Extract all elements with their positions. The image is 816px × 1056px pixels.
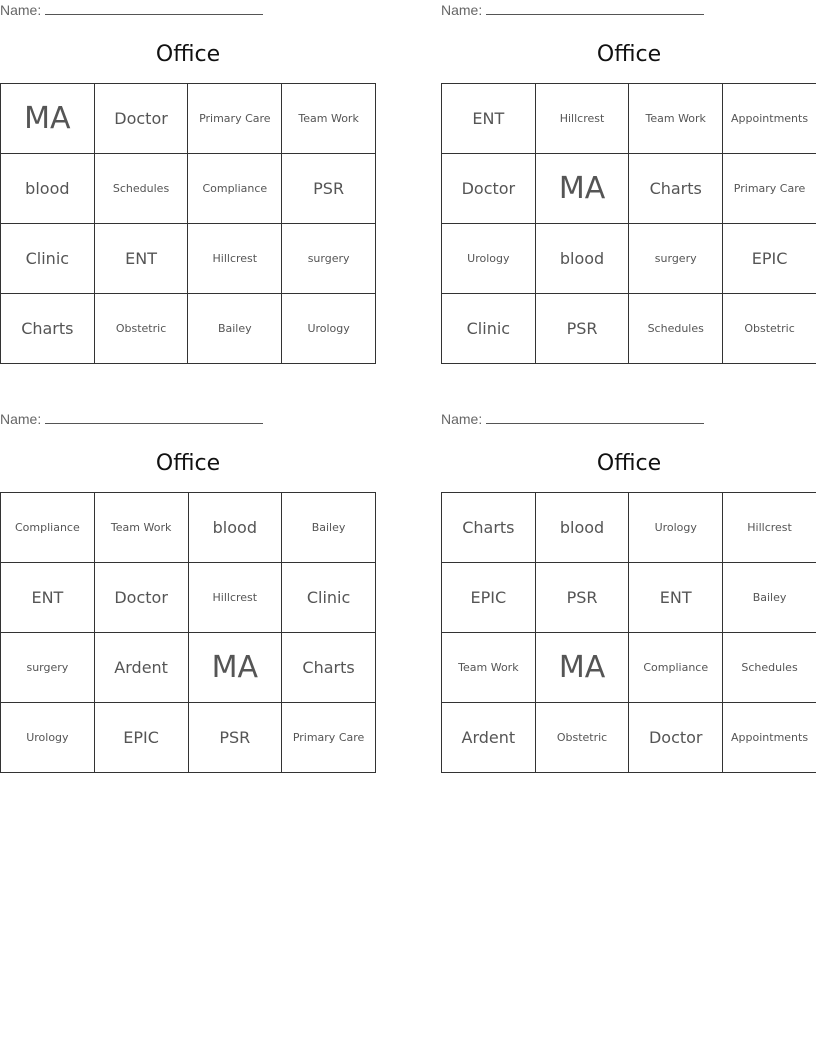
grid-row xyxy=(1,154,376,224)
name-field xyxy=(0,2,263,18)
grid-row xyxy=(1,493,376,563)
bingo-cell: ENT xyxy=(94,224,188,294)
grid-row xyxy=(442,154,816,224)
bingo-cell: Obstetric xyxy=(535,703,629,773)
bingo-cell: Team Work xyxy=(282,84,376,154)
bingo-cell: PSR xyxy=(188,703,282,773)
bingo-cell: ENT xyxy=(629,563,723,633)
bingo-cell: Team Work xyxy=(629,84,723,154)
bingo-cell: MA xyxy=(1,84,95,154)
name-label: Name: xyxy=(441,2,483,18)
bingo-cell: Ardent xyxy=(442,703,536,773)
bingo-cell: Primary Care xyxy=(188,84,282,154)
bingo-cell: Doctor xyxy=(442,154,536,224)
bingo-cell: PSR xyxy=(535,563,629,633)
bingo-cell: Clinic xyxy=(442,294,536,364)
bingo-cell: Compliance xyxy=(629,633,723,703)
bingo-cell: Hillcrest xyxy=(188,563,282,633)
bingo-cell: surgery xyxy=(282,224,376,294)
bingo-cell: Doctor xyxy=(94,563,188,633)
bingo-cell: Urology xyxy=(629,493,723,563)
name-blank-line[interactable] xyxy=(45,2,263,15)
bingo-cell: Doctor xyxy=(94,84,188,154)
bingo-cell: Hillcrest xyxy=(723,493,816,563)
bingo-cell: Ardent xyxy=(94,633,188,703)
bingo-cell: Hillcrest xyxy=(535,84,629,154)
grid-row xyxy=(1,294,376,364)
bingo-cell: Schedules xyxy=(94,154,188,224)
bingo-cell: Urology xyxy=(282,294,376,364)
bingo-cell: Charts xyxy=(1,294,95,364)
name-field xyxy=(441,2,704,18)
grid-row xyxy=(442,294,816,364)
grid-row xyxy=(442,633,816,703)
bingo-grid xyxy=(441,83,816,364)
bingo-cell: Compliance xyxy=(188,154,282,224)
bingo-cell: Team Work xyxy=(94,493,188,563)
card-title: Office xyxy=(596,42,662,67)
bingo-cell: EPIC xyxy=(442,563,536,633)
bingo-cell: Bailey xyxy=(188,294,282,364)
bingo-cell: Obstetric xyxy=(723,294,816,364)
grid-row xyxy=(442,224,816,294)
bingo-grid xyxy=(0,492,376,773)
card-title: Office xyxy=(155,451,221,476)
bingo-cell: Bailey xyxy=(723,563,816,633)
bingo-cell: ENT xyxy=(442,84,536,154)
grid-row xyxy=(442,493,816,563)
bingo-cell: Hillcrest xyxy=(188,224,282,294)
grid-row xyxy=(442,84,816,154)
grid-row xyxy=(1,563,376,633)
bingo-cell: Schedules xyxy=(723,633,816,703)
bingo-cell: Bailey xyxy=(282,493,376,563)
bingo-cell: EPIC xyxy=(723,224,816,294)
bingo-cell: surgery xyxy=(629,224,723,294)
bingo-cell: Urology xyxy=(442,224,536,294)
bingo-cell: Obstetric xyxy=(94,294,188,364)
bingo-cell: blood xyxy=(1,154,95,224)
bingo-cell: surgery xyxy=(1,633,95,703)
bingo-cell: Charts xyxy=(442,493,536,563)
grid-row xyxy=(442,703,816,773)
bingo-cell: Appointments xyxy=(723,703,816,773)
bingo-cell: Compliance xyxy=(1,493,95,563)
name-field xyxy=(0,411,263,427)
bingo-cell: MA xyxy=(535,633,629,703)
grid-row xyxy=(1,84,376,154)
bingo-grid xyxy=(0,83,376,364)
bingo-cell: MA xyxy=(535,154,629,224)
bingo-cell: ENT xyxy=(1,563,95,633)
bingo-cell: MA xyxy=(188,633,282,703)
bingo-cell: EPIC xyxy=(94,703,188,773)
name-blank-line[interactable] xyxy=(486,411,704,424)
bingo-cell: Schedules xyxy=(629,294,723,364)
bingo-cell: PSR xyxy=(535,294,629,364)
bingo-cell: Primary Care xyxy=(723,154,816,224)
grid-row xyxy=(442,563,816,633)
bingo-cell: Doctor xyxy=(629,703,723,773)
bingo-cell: Charts xyxy=(282,633,376,703)
bingo-cell: Primary Care xyxy=(282,703,376,773)
bingo-cell: Clinic xyxy=(282,563,376,633)
name-blank-line[interactable] xyxy=(486,2,704,15)
bingo-grid xyxy=(441,492,816,773)
bingo-cell: Urology xyxy=(1,703,95,773)
bingo-cell: blood xyxy=(535,493,629,563)
bingo-cell: Charts xyxy=(629,154,723,224)
bingo-cell: Clinic xyxy=(1,224,95,294)
card-title: Office xyxy=(596,451,662,476)
name-field xyxy=(441,411,704,427)
grid-row xyxy=(1,224,376,294)
bingo-cell: PSR xyxy=(282,154,376,224)
name-label: Name: xyxy=(0,411,42,427)
grid-row xyxy=(1,633,376,703)
card-title: Office xyxy=(155,42,221,67)
bingo-cell: Team Work xyxy=(442,633,536,703)
bingo-cell: blood xyxy=(535,224,629,294)
name-label: Name: xyxy=(441,411,483,427)
name-label: Name: xyxy=(0,2,42,18)
name-blank-line[interactable] xyxy=(45,411,263,424)
grid-row xyxy=(1,703,376,773)
bingo-cell: Appointments xyxy=(723,84,816,154)
bingo-cell: blood xyxy=(188,493,282,563)
